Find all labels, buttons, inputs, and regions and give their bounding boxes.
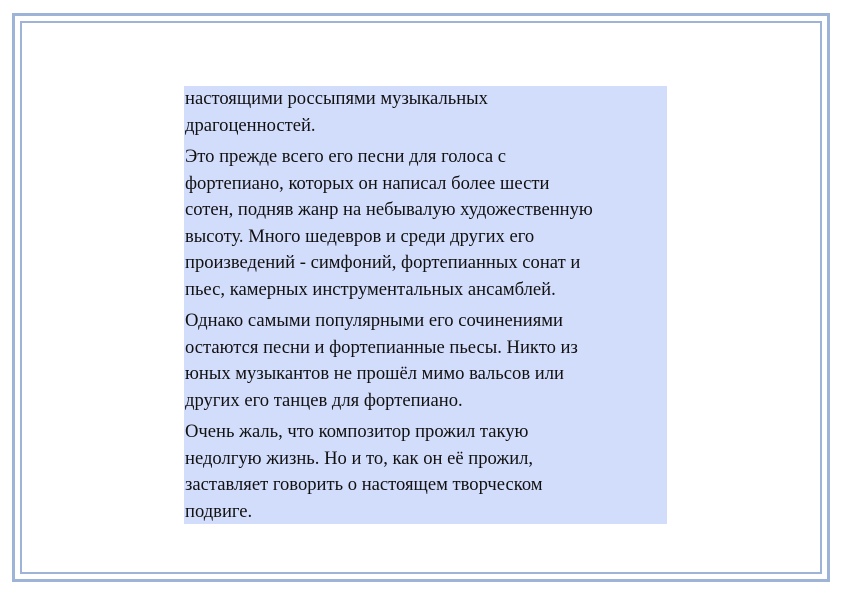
paragraph-2: Это прежде всего его песни для голоса с фортепиано, которых он написал более шести сотен, подняв жанр на небывалую художественную высоту. Много шедевров и среди других его произведений - симфоний, фортепианных сонат и пьес, камерных инструментальных ансамблей. (185, 146, 593, 300)
paragraph-1: настоящими россыпями музыкальных драгоценностей. (185, 88, 488, 136)
text-box (184, 86, 667, 524)
paragraph-4: Очень жаль, что композитор прожил такую недолгую жизнь. Но и то, как он её прожил, заставляет говорить о настоящем творческом подвиге. (185, 421, 543, 522)
paragraph-3: Однако самыми популярными его сочинениями остаются песни и фортепианные пьесы. Никто из юных музыкантов не прошёл мимо вальсов или других его танцев для фортепиано. (185, 310, 578, 411)
